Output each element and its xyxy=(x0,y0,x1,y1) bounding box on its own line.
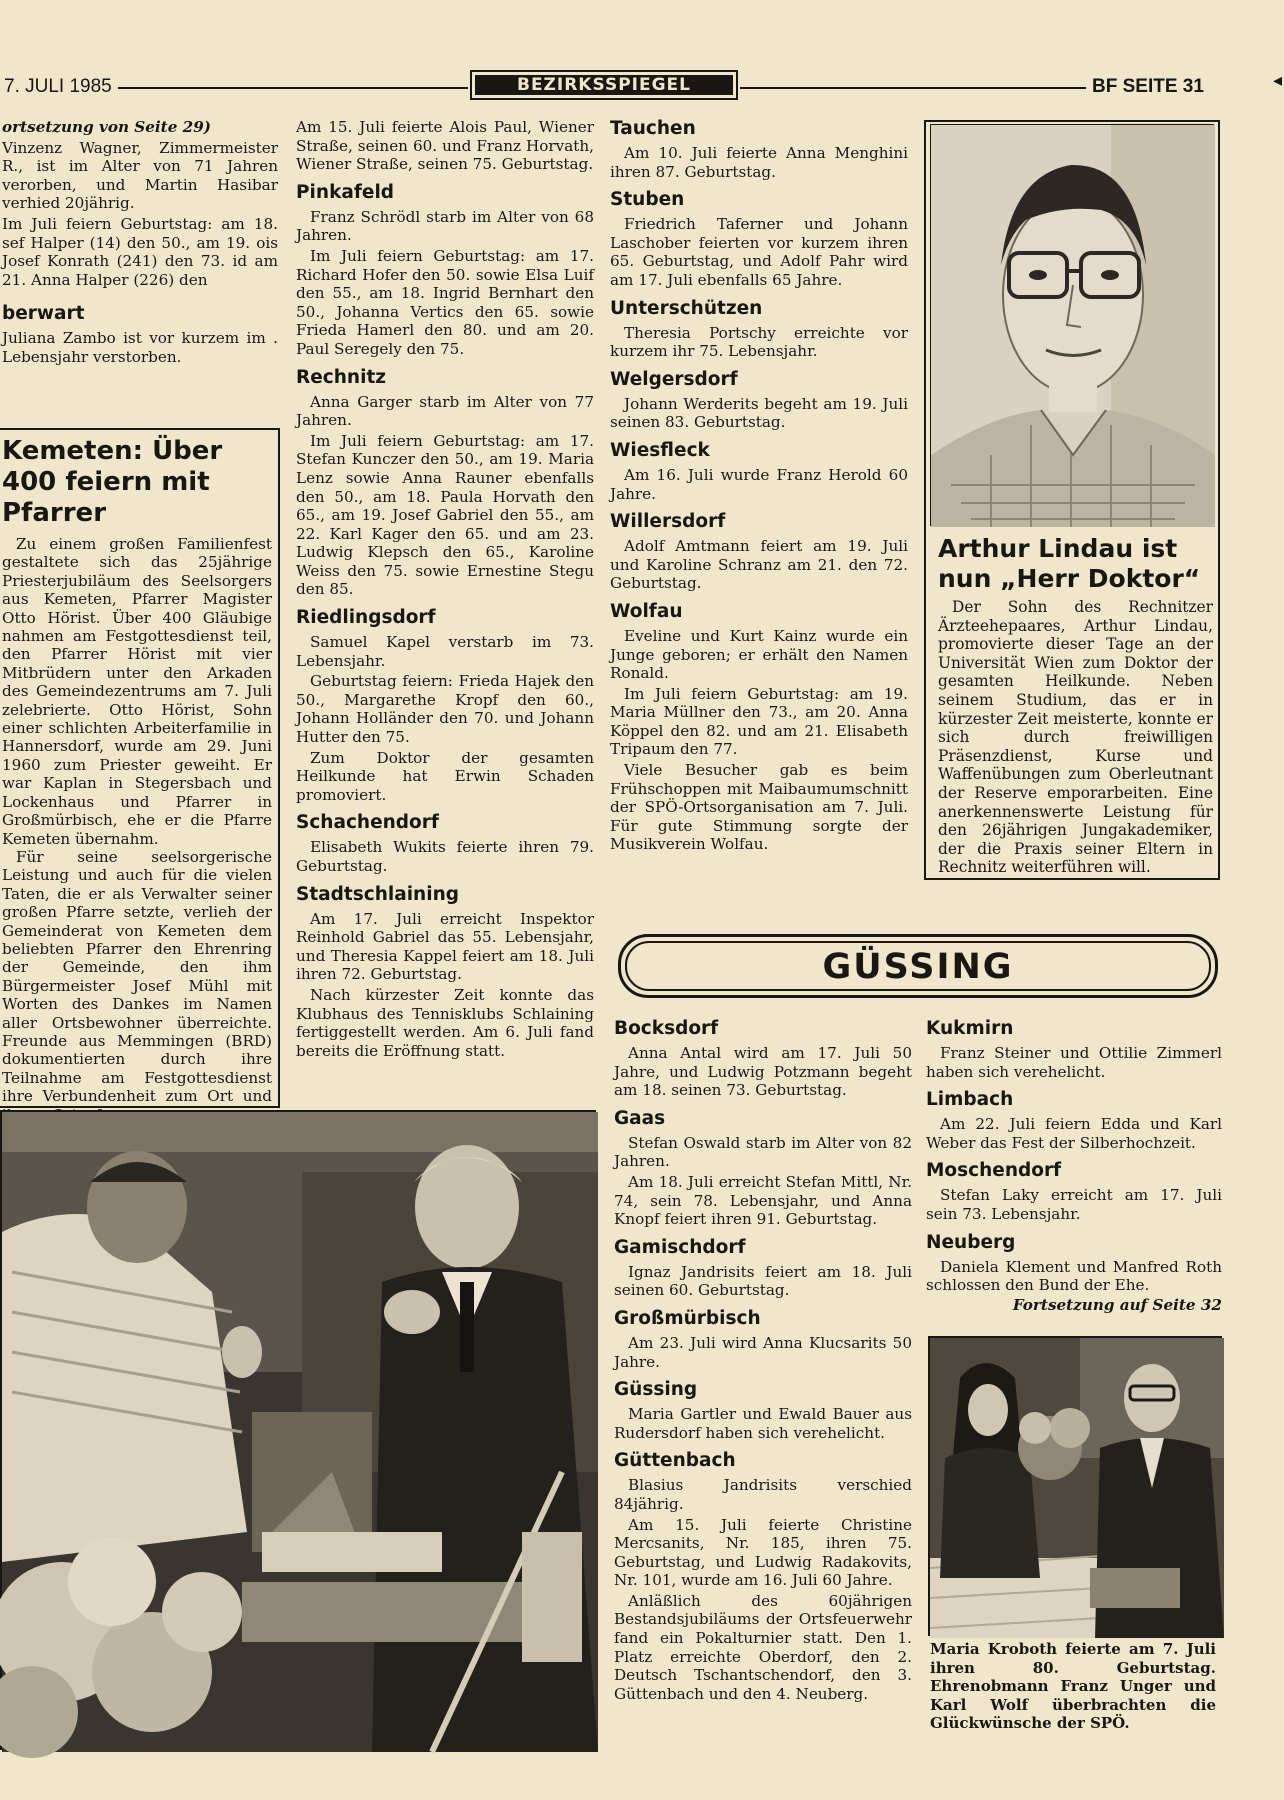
article-paragraph: Zum Doktor der gesamten Heilkunde hat Erwin Schaden promoviert. xyxy=(296,748,594,804)
article-paragraph: Für seine seelsorgerische Leistung und auch für die vielen Taten, die er als Verwalter seiner großen Pfarre setzte, verlieh der Gemeinderat von Kemeten dem beliebten Pfarrer den Ehrenring der Gemeinde, den ihm Bürgermeister Josef Mühl mit Worten des Dankes im Namen aller Ortsbewohner überreichte. Freunde aus Memmingen (BRD) dokumentierten durch ihre Teilnahme am Festgottesdienst ihre Verbundenheit zum Ort und xyxy=(2,847,272,1106)
place-heading: Welgersdorf xyxy=(610,368,738,390)
edge-mark: ◂ xyxy=(1272,70,1282,91)
place-heading: Moschendorf xyxy=(926,1160,1062,1182)
article-paragraph: Anna Antal wird am 17. Juli 50 Jahre, und Ludwig Potzmann begeht am 18. seinen 73. Geburtstag. xyxy=(614,1044,912,1100)
place-heading: Wiesfleck xyxy=(610,439,710,461)
guessing-column-2 xyxy=(926,1018,1222,1297)
article-paragraph: Am 22. Juli feiern Edda und Karl Weber das Fest der Silberhochzeit. xyxy=(926,1115,1222,1152)
article-paragraph: Elisabeth Wukits feierte ihren 79. Geburtstag. xyxy=(296,838,594,875)
article-headline: Kemeten: Über 400 feiern mit Pfarrer xyxy=(2,436,223,528)
article-paragraph: Zu einem großen Familienfest gestaltete sich das 25jährige Priesterjubiläum des Seelsorgers aus Kemeten, Pfarrer Magister Otto Hörist. Über 400 Gläubige nahmen am Festgottesdienst teil, den Pfarrer Hörist mit vier Mitbrüdern unter den Arkaden des Gemeindezentrums am 7. Juli zelebrierte. Otto Hörist, Sohn einer schlichten Arbeiterfamilie in Hannersdorf, wurde am 29. Juni 1960 zum Priester geweiht. Er war Kaplan in Stegersbach und Lockenhaus und Pfarrer in Großmürbisch, ehe er die Pfarre Kemeten übernahm. xyxy=(2,535,272,848)
place-heading: Stuben xyxy=(610,189,685,211)
article-text: Am 15. Juli feierte Alois Paul, Wiener Straße, seinen 60. und Franz Horvath, Wiener Straße, seinen 75. Geburtstag. xyxy=(296,118,594,174)
lindau-article xyxy=(924,120,1220,880)
article-paragraph: Anläßlich des 60jährigen Bestandsjubiläums der Ortsfeuerwehr fand ein Pokalturnier statt. Den 1. Platz erreichte Oberdorf, den 2. Deutsch Tschantschendorf, den 3. Güttenbach und den 4. Neuberg. xyxy=(614,1591,912,1703)
article-text: Juliana Zambo ist vor kurzem im . Lebensjahr verstorben. xyxy=(2,329,278,366)
place-heading: Gamischdorf xyxy=(614,1236,746,1258)
place-heading: Bocksdorf xyxy=(614,1018,719,1039)
article-text: Im Juli feiern Geburtstag: am 18. sef Halper (14) den 50., am 19. ois Josef Konrath (241) den 73. id am 21. Anna Halper (226) den xyxy=(2,214,278,289)
article-paragraph: Adolf Amtmann feiert am 19. Juli und Karoline Schranz am 21. den 72. Geburtstag. xyxy=(610,537,908,593)
section-label-box xyxy=(470,70,738,100)
place-heading: Gaas xyxy=(614,1107,666,1129)
article-paragraph: Im Juli feiern Geburtstag: am 17. Stefan Kunczer den 50., am 19. Maria Lenz sowie Anna Rauner ebenfalls den 50., am 18. Paula Horvath den 65., am 19. Josef Gabriel den 55., am 22. Karl Kager den 65. und am 23. Ludwig Klepsch den 65., Karoline Weiss den 75. sowie Ernestine Stegu den 85. xyxy=(296,431,594,599)
continued-footer xyxy=(926,1296,1222,1317)
place-heading: Schachendorf xyxy=(296,812,439,834)
article-paragraph: Im Juli feiern Geburtstag: am 17. Richard Hofer den 50. sowie Elsa Luif den 55., am 18. Ingrid Bernhart den 50., Johanna Vertics den 65. sowie Frieda Hamerl den 80. und am 20. Paul Seregely den 75. xyxy=(296,246,594,358)
article-text: Vinzenz Wagner, Zimmermeister R., ist im Alter von 71 Jahren verorben, und Martin Hasibar verhied 20jährig. xyxy=(2,138,278,213)
guessing-column-1 xyxy=(614,1018,912,1705)
place-heading: Stadtschlaining xyxy=(296,883,459,905)
article-paragraph: Stefan Oswald starb im Alter von 82 Jahren. xyxy=(614,1133,912,1171)
column-2 xyxy=(296,118,594,1062)
article-paragraph: Johann Werderits begeht am 19. Juli seinen 83. Geburtstag. xyxy=(610,394,908,432)
page-number: BF SEITE 31 xyxy=(1092,76,1204,97)
article-paragraph: Am 23. Juli wird Anna Klucsarits 50 Jahre. xyxy=(614,1333,912,1371)
place-heading: Rechnitz xyxy=(296,366,387,388)
article-paragraph: Am 18. Juli erreicht Stefan Mittl, Nr. 74, sein 78. Lebensjahr, und Anna Knopf feiert ihren 91. Geburtstag. xyxy=(614,1172,912,1229)
article-paragraph: Franz Schrödl starb im Alter von 68 Jahren. xyxy=(296,207,594,245)
continued-note: ortsetzung von Seite 29) xyxy=(2,118,211,136)
article-paragraph: Stefan Laky erreicht am 17. Juli sein 73. Lebensjahr. xyxy=(926,1186,1222,1223)
portrait-photo xyxy=(930,124,1214,526)
article-paragraph: Franz Steiner und Ottilie Zimmerl haben sich verehelicht. xyxy=(926,1044,1222,1081)
district-banner xyxy=(618,934,1218,998)
photo-caption: Maria Kroboth feierte am 7. Juli ihren 80. Geburtstag. Ehrenobmann Franz Unger und Karl Wolf überbrachten die Glückwünsche der SPÖ. xyxy=(930,1640,1216,1732)
section-label: BEZIRKSSPIEGEL xyxy=(475,75,733,95)
article-paragraph: Eveline und Kurt Kainz wurde ein Junge geboren; er erhält den Namen Ronald. xyxy=(610,626,908,683)
column-1-top xyxy=(2,118,278,369)
article-paragraph: Ignaz Jandrisits feiert am 18. Juli seinen 60. Geburtstag. xyxy=(614,1262,912,1300)
birthday-photo xyxy=(928,1336,1222,1636)
article-paragraph: Am 17. Juli erreicht Inspektor Reinhold Gabriel das 55. Lebensjahr, und Theresia Kappel feiert am 18. Juli ihren 72. Geburtstag. xyxy=(296,909,594,984)
kemeten-article xyxy=(0,428,280,1108)
place-heading: Güttenbach xyxy=(614,1450,736,1472)
place-heading: Willersdorf xyxy=(610,511,726,533)
article-paragraph: Friedrich Taferner und Johann Laschober feierten vor kurzem ihren 65. Geburtstag, und Adolf Pahr wird am 17. Juli ebenfalls 65 Jahre. xyxy=(610,215,908,289)
article-paragraph: Im Juli feiern Geburtstag: am 19. Maria Müllner den 73., am 20. Anna Köppel den 82. und am 21. Elisabeth Tripaum den 77. xyxy=(610,684,908,759)
ceremony-photo xyxy=(0,1110,596,1750)
place-heading: Limbach xyxy=(926,1089,1014,1111)
article-paragraph: Am 15. Juli feierte Christine Mercsanits, Nr. 185, ihren 75. Geburtstag, und Ludwig Radakovits, Nr. 101, wurde am 16. Juli 60 Jahre. xyxy=(614,1515,912,1590)
article-paragraph: Viele Besucher gab es beim Frühschoppen mit Maibaumumschnitt der SPÖ-Ortsorganisation am 7. Juli. Für gute Stimmung sorgte der Musikverein Wolfau. xyxy=(610,761,908,854)
article-paragraph: Am 16. Juli wurde Franz Herold 60 Jahre. xyxy=(610,465,908,503)
place-heading: Tauchen xyxy=(610,118,696,139)
place-heading: Großmürbisch xyxy=(614,1307,761,1329)
place-heading: Riedlingsdorf xyxy=(296,607,436,629)
place-heading: Kukmirn xyxy=(926,1018,1014,1039)
article-paragraph: Der Sohn des Rechnitzer Ärzteehepaares, Arthur Lindau, promovierte dieser Tage an der Universität Wien zum Doktor der gesamten Heilkunde. Neben seinem Studium, das er in kürzester Zeit meisterte, konnte er sich durch freiwilligen Präsenzdienst, Kurse und Waffenübungen zum Oberleutnant der Reserve emporarbeiten. Eine anerkennenswerte Leistung für den 26jährigen Jungakademiker, der die Praxis seiner Eltern in Rechnitz weiterführen will. xyxy=(938,598,1213,877)
place-heading: Unterschützen xyxy=(610,297,763,319)
column-3 xyxy=(610,118,908,856)
article-paragraph: Am 10. Juli feierte Anna Menghini ihren 87. Geburtstag. xyxy=(610,144,908,181)
article-paragraph: Anna Garger starb im Alter von 77 Jahren. xyxy=(296,392,594,430)
header-rule-left xyxy=(118,87,468,89)
issue-date: 7. JULI 1985 xyxy=(4,76,112,97)
place-heading: Neuberg xyxy=(926,1231,1016,1253)
place-heading: berwart xyxy=(2,303,85,325)
article-paragraph: Theresia Portschy erreichte vor kurzem ihr 75. Lebensjahr. xyxy=(610,323,908,361)
article-paragraph: Samuel Kapel verstarb im 73. Lebensjahr. xyxy=(296,633,594,670)
place-heading: Wolfau xyxy=(610,600,683,622)
article-paragraph: Daniela Klement und Manfred Roth schlossen den Bund der Ehe. xyxy=(926,1257,1222,1295)
article-paragraph: Nach kürzester Zeit konnte das Klubhaus des Tennisklubs Schlaining fertiggestellt werden. Am 6. Juli fand bereits die Eröffnung statt. xyxy=(296,985,594,1060)
place-heading: Pinkafeld xyxy=(296,181,395,203)
article-paragraph: Maria Gartler und Ewald Bauer aus Rudersdorf haben sich verehelicht. xyxy=(614,1405,912,1442)
header-rule-right xyxy=(740,87,1086,89)
place-heading: Güssing xyxy=(614,1379,698,1401)
article-headline: Arthur Lindau ist nun „Herr Doktor“ xyxy=(938,534,1201,593)
continued-note: Fortsetzung auf Seite 32 xyxy=(1012,1296,1222,1314)
article-paragraph: Geburtstag feiern: Frieda Hajek den 50., Margarethe Kropf den 60., Johann Holländer den 70. und Johann Hutter den 75. xyxy=(296,672,594,747)
district-title: GÜSSING xyxy=(822,947,1014,987)
article-paragraph: Blasius Jandrisits verschied 84jährig. xyxy=(614,1476,912,1513)
